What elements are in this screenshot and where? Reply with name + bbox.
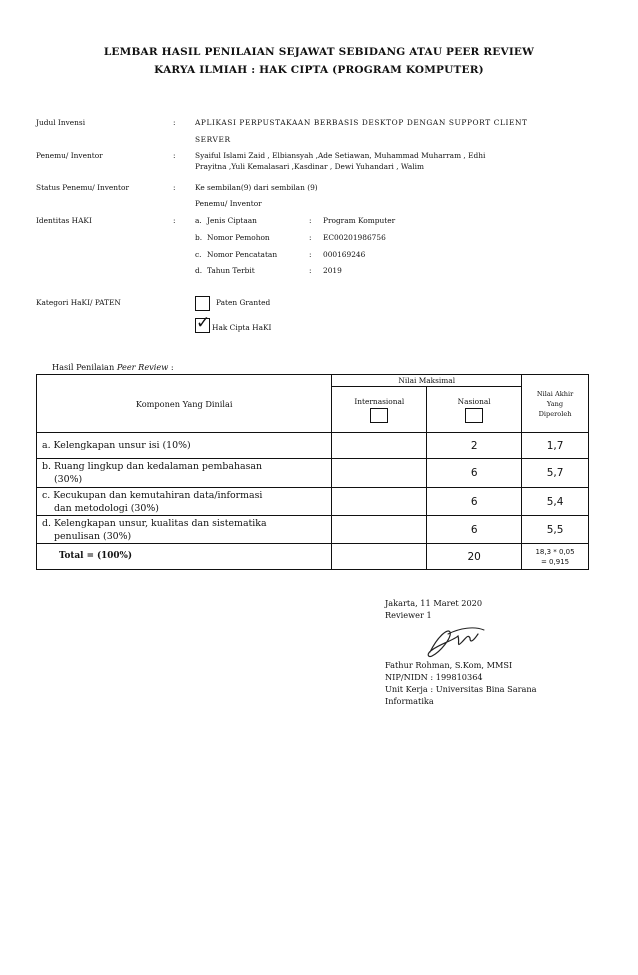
reviewer-name: Fathur Rohman, S.Kom, MMSI bbox=[385, 660, 513, 670]
header-nilai-maksimal: Nilai Maksimal bbox=[332, 375, 522, 387]
status-value-line1: Ke sembilan(9) dari sembilan (9) bbox=[195, 183, 318, 192]
row-label: a. Kelengkapan unsur isi (10%) bbox=[37, 433, 332, 459]
row-internasional bbox=[332, 488, 427, 516]
document-subtitle: KARYA ILMIAH : HAK CIPTA (PROGRAM KOMPUTER) bbox=[154, 64, 484, 76]
colon: : bbox=[173, 151, 176, 160]
colon: : bbox=[309, 266, 312, 275]
status-label: Status Penemu/ Inventor bbox=[36, 183, 130, 192]
haki-letter: d. bbox=[195, 266, 203, 275]
reviewer-unit-line2: Informatika bbox=[385, 696, 434, 706]
table-row bbox=[37, 433, 589, 459]
reviewer-unit-line1: Unit Kerja : Universitas Bina Sarana bbox=[385, 684, 537, 694]
header-nilai-akhir: Nilai Akhir Yang Diperoleh bbox=[522, 375, 589, 433]
haki-value: 000169246 bbox=[323, 250, 366, 259]
colon: : bbox=[173, 216, 176, 225]
row-label: b. Ruang lingkup dan kedalaman pembahasan (30%) bbox=[37, 459, 332, 488]
checkmark-icon: ✓ bbox=[196, 313, 211, 333]
document-title: LEMBAR HASIL PENILAIAN SEJAWAT SEBIDANG ATAU PEER REVIEW bbox=[103, 46, 535, 58]
row-nasional: 6 bbox=[427, 488, 522, 516]
hak-cipta-label: Hak Cipta HaKI bbox=[212, 323, 272, 332]
total-label: Total = (100%) bbox=[37, 544, 332, 570]
haki-label: Jenis Ciptaan bbox=[207, 216, 257, 225]
row-internasional bbox=[332, 433, 427, 459]
row-internasional bbox=[332, 516, 427, 544]
nasional-checkbox[interactable] bbox=[465, 408, 483, 423]
row-nasional: 2 bbox=[427, 433, 522, 459]
row-label: c. Kecukupan dan kemutahiran data/informasi dan metodologi (30%) bbox=[37, 488, 332, 516]
haki-letter: c. bbox=[195, 250, 202, 259]
review-table bbox=[36, 374, 589, 570]
status-value-line2: Penemu/ Inventor bbox=[195, 199, 262, 208]
colon: : bbox=[173, 118, 176, 127]
row-akhir: 5,5 bbox=[522, 516, 589, 544]
haki-letter: a. bbox=[195, 216, 202, 225]
table-total-row bbox=[37, 544, 589, 570]
haki-label: Nomor Pencatatan bbox=[207, 250, 278, 259]
penemu-value-line1: Syaiful Islami Zaid , Elbiansyah ,Ade Setiawan, Muhammad Muharram , Edhi bbox=[195, 151, 486, 160]
total-akhir: 18,3 * 0,05 = 0,915 bbox=[522, 544, 589, 570]
table-row bbox=[37, 459, 589, 488]
haki-value: 2019 bbox=[323, 266, 342, 275]
haki-label: Tahun Terbit bbox=[207, 266, 255, 275]
colon: : bbox=[309, 216, 312, 225]
total-internasional bbox=[332, 544, 427, 570]
row-nasional: 6 bbox=[427, 516, 522, 544]
place-date: Jakarta, 11 Maret 2020 bbox=[385, 598, 483, 608]
row-label: d. Kelengkapan unsur, kualitas dan sistematika penulisan (30%) bbox=[37, 516, 332, 544]
table-row bbox=[37, 516, 589, 544]
colon: : bbox=[173, 183, 176, 192]
review-caption: Hasil Penilaian Peer Review : bbox=[52, 362, 174, 372]
table-row bbox=[37, 488, 589, 516]
paten-granted-checkbox[interactable] bbox=[195, 296, 210, 311]
hak-cipta-checkbox[interactable] bbox=[195, 313, 211, 333]
row-nasional: 6 bbox=[427, 459, 522, 488]
table-header-row bbox=[37, 375, 589, 387]
penemu-value-line2: Prayitna ,Yuli Kemalasari ,Kasdinar , Dewi Yuhandari , Walim bbox=[195, 162, 425, 171]
haki-value: EC00201986756 bbox=[323, 233, 386, 242]
kategori-label: Kategori HaKI/ PATEN bbox=[36, 298, 121, 307]
judul-value-line1: APLIKASI PERPUSTAKAAN BERBASIS DESKTOP DENGAN SUPPORT CLIENT bbox=[195, 118, 528, 127]
internasional-checkbox[interactable] bbox=[370, 408, 388, 423]
judul-label: Judul Invensi bbox=[36, 118, 86, 127]
row-akhir: 5,4 bbox=[522, 488, 589, 516]
colon: : bbox=[309, 250, 312, 259]
haki-label: Nomor Pemohon bbox=[207, 233, 270, 242]
colon: : bbox=[309, 233, 312, 242]
reviewer-nip: NIP/NIDN : 199810364 bbox=[385, 672, 483, 682]
row-akhir: 5,7 bbox=[522, 459, 589, 488]
header-komponen: Komponen Yang Dinilai bbox=[37, 375, 332, 433]
header-nasional: Nasional bbox=[427, 387, 522, 433]
signature-image bbox=[420, 622, 490, 660]
judul-value-line2: SERVER bbox=[195, 135, 231, 144]
haki-value: Program Komputer bbox=[323, 216, 396, 225]
paten-granted-label: Paten Granted bbox=[216, 298, 271, 307]
penemu-label: Penemu/ Inventor bbox=[36, 151, 103, 160]
header-internasional: Internasional bbox=[332, 387, 427, 433]
row-akhir: 1,7 bbox=[522, 433, 589, 459]
total-nasional: 20 bbox=[427, 544, 522, 570]
reviewer-role: Reviewer 1 bbox=[385, 610, 432, 620]
row-internasional bbox=[332, 459, 427, 488]
identitas-label: Identitas HAKI bbox=[36, 216, 92, 225]
haki-letter: b. bbox=[195, 233, 203, 242]
